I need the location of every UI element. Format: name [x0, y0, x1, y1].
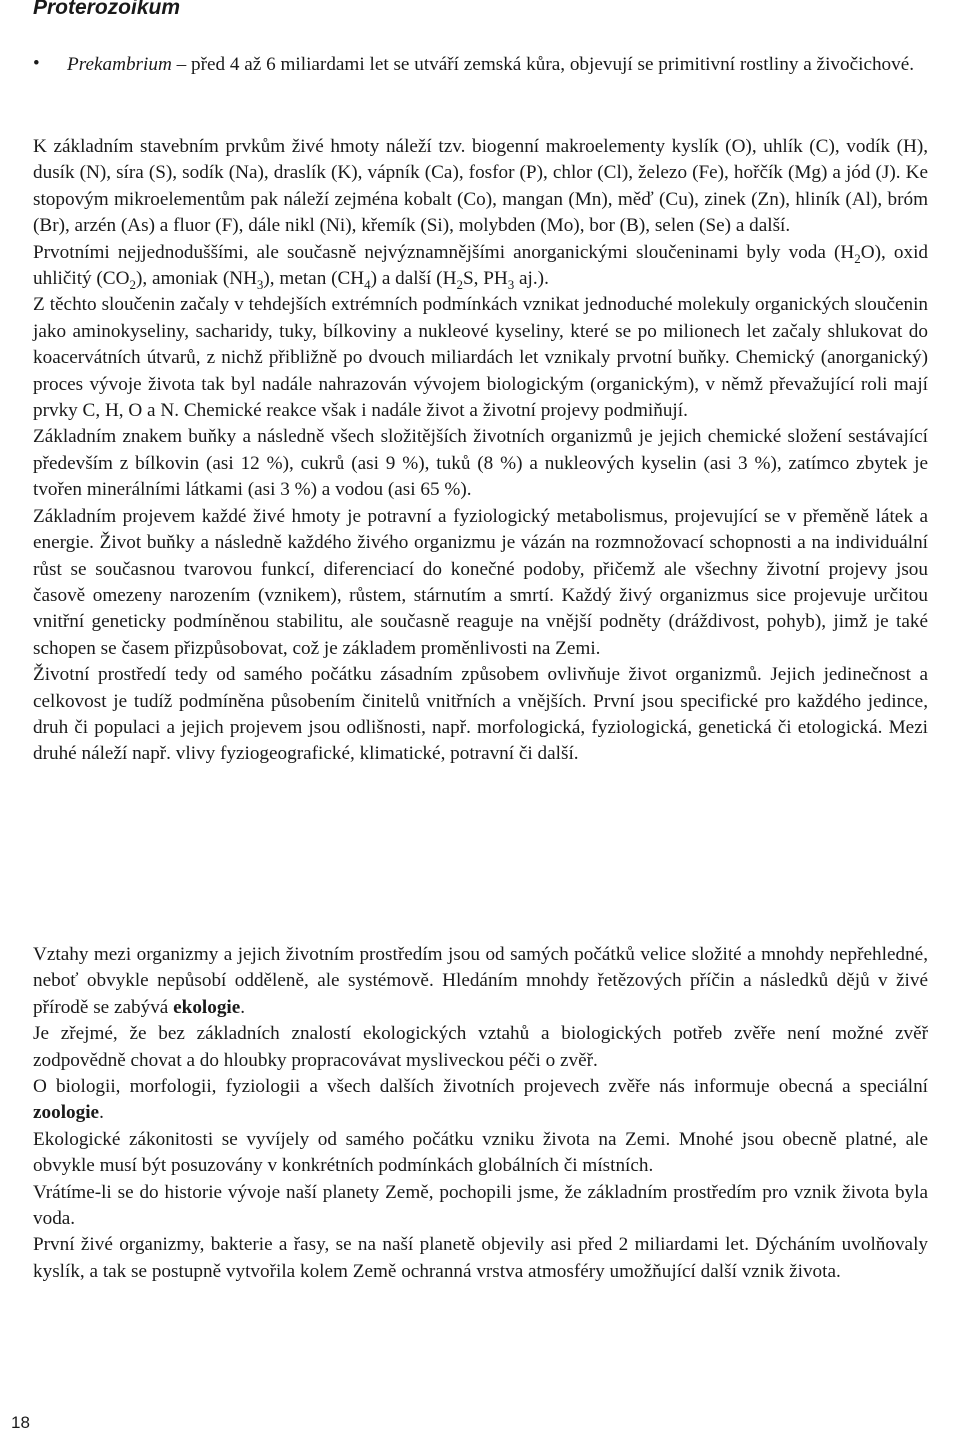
paragraph-evolution: Z těchto sloučenin začaly v tehdejších extrémních podmínkách vznikat jednoduché molekuly organických sloučenin jako aminokyseliny, sacharidy, tuky, bílkoviny a nukleové kyseliny, které se po milionech let začaly shlukovat do koacervátních útvarů, z nichž přibližně po dvouch miliardách let vznikaly prvotní buňky. Chemický (anorganický) proces vývoje života tak byl nadále nahrazován vývojem biologickým (organickým), v němž převažující roli mají prvky C, H, O a N. Chemické reakce však i nadále život a životní projevy podmiňují. — [33, 294, 928, 422]
subscript: 4 — [364, 277, 371, 293]
term-ecology: ekologie — [173, 996, 241, 1018]
paragraph-first-organisms: První živé organizmy, bakterie a řasy, se na naší planetě objevily asi před 2 miliardami let. Dýcháním uvolňovaly kyslík, a tak se postupně vytvořila kolem Země ochranná vrstva atmosféry umožňující další vznik života. — [33, 1234, 928, 1282]
subscript: 2 — [854, 250, 861, 266]
paragraph-environment: Životní prostředí tedy od samého počátku zásadním způsobem ovlivňuje život organizmů. Jejich jedinečnost a celkovost je tudíž podmíněna působením činitelů vnitřních a vnějších. První jsou specifické pro každého jedince, druh či populaci a jejich projevem jsou odlišnosti, např. morfologická, fyziologická, genetická či etologická. Mezi druhé náleží např. vlivy fyziogeografické, klimatické, potravní či další. — [33, 664, 928, 765]
paragraph-zoology — [33, 1074, 928, 1127]
page-number: 18 — [11, 1413, 30, 1432]
paragraph-metabolism: Základním projevem každé živé hmoty je potravní a fyziologický metabolismus, projevující se v přeměně látek a energie. Život buňky a následně každého živého organizmu je vázán na rozmnožovací schopnosti a na individuální růst se současnou tvarovou funkcí, diferenciací do konečné podoby, přičemž ale všechny životní projevy jsou časově omezeny narozením (vznikem), růstem, stárnutím a smrtí. Každý živý organizmus sice projevuje určitou vnitřní geneticky podmíněnou stabilitu, ale současně reaguje na vnější podněty (dráždivost, pohyb), jimž je také schopen se časem přizpůsobovat, což je základem proměnlivosti na Zemi. — [33, 505, 928, 659]
text-run: Prvotními nejjednoduššími, ale současně nejvýznamnějšími anorganickými sloučeninami byly voda (H — [33, 241, 855, 263]
bullet-text — [67, 52, 928, 78]
text-run: ), metan (CH — [263, 268, 365, 290]
bullet-term: Prekambrium — [67, 54, 172, 75]
text-run: aj.). — [514, 268, 549, 290]
text-run: . — [99, 1102, 104, 1124]
bullet-list-item — [33, 52, 928, 78]
paragraph-ecological-laws: Ekologické zákonitosti se vyvíjely od samého počátku vzniku života na Zemi. Mnohé jsou obecně platné, ale obvykle musí být posuzovány v konkrétních podmínkách globálních či místních. — [33, 1128, 928, 1177]
subscript: 3 — [256, 277, 264, 293]
text-run: Vztahy mezi organizmy a jejich životním prostředím jsou od samých počátků velice složité a mnohdy nepřehledné, neboť obvykle nepůsobí odděleně, ale systémově. Hledáním mnohdy řetězových příčin a následků dějů v živé přírodě se zabývá — [33, 944, 928, 1018]
text-run: O biologii, morfologii, fyziologii a všech dalších životních projevech zvěře nás informuje obecná a speciální — [33, 1076, 928, 1098]
bullet-icon: • — [33, 53, 40, 74]
paragraph-water: Vrátíme-li se do historie vývoje naší planety Země, pochopili jsme, že základním prostředím pro vznik života byla voda. — [33, 1181, 928, 1230]
paragraph-elements: K základním stavebním prvkům živé hmoty náleží tzv. biogenní makroelementy kyslík (O), uhlík (C), vodík (H), dusík (N), síra (S), sodík (Na), draslík (K), vápník (Ca), fosfor (P), chlor (Cl), železo (Fe), hořčík (Mg) a jód (J). Ke stopovým mikroelementům pak náleží zejména kobalt (Co), mangan (Mn), měď (Cu), zinek (Zn), hliník (Al), bróm (Br), arzén (As) a fluor (F), dále nikl (Ni), křemík (Si), molybden (Mo), bor (B), selen (Se) a další. — [33, 136, 928, 237]
paragraph-cell-composition: Základním znakem buňky a následně všech složitějších životních organizmů je jejich chemické složení sestávající především z bílkovin (asi 12 %), cukrů (asi 9 %), tuků (8 %) a nukleových kyselin (asi 3 %), zatímco zbytek je tvořen minerálními látkami (asi 3 %) a vodou (asi 65 %). — [33, 426, 928, 501]
ecology-text-block — [33, 942, 928, 1285]
paragraph-compounds — [33, 240, 928, 293]
paragraph-game-care: Je zřejmé, že bez základních znalostí ekologických vztahů a biologických potřeb zvěře není možné zvěř zodpovědně chovat a do hloubky propracovávat mysliveckou péči o zvěř. — [33, 1023, 928, 1071]
term-zoology: zoologie — [33, 1102, 100, 1124]
section-title: Proterozoikum — [33, 0, 181, 19]
main-text-block — [33, 134, 928, 768]
paragraph-ecology — [33, 942, 928, 1021]
subscript: 3 — [507, 277, 515, 293]
text-run: ), amoniak (NH — [135, 268, 257, 290]
subscript: 2 — [456, 277, 463, 293]
text-run: ) a další (H — [370, 268, 457, 290]
text-run: S, PH — [462, 268, 508, 290]
text-run: O), oxid uhličitý (CO — [33, 241, 929, 290]
subscript: 2 — [129, 277, 136, 293]
text-run: . — [240, 996, 246, 1018]
bullet-body: – před 4 až 6 miliardami let se utváří zemská kůra, objevují se primitivní rostliny a živočichové. — [171, 54, 915, 75]
